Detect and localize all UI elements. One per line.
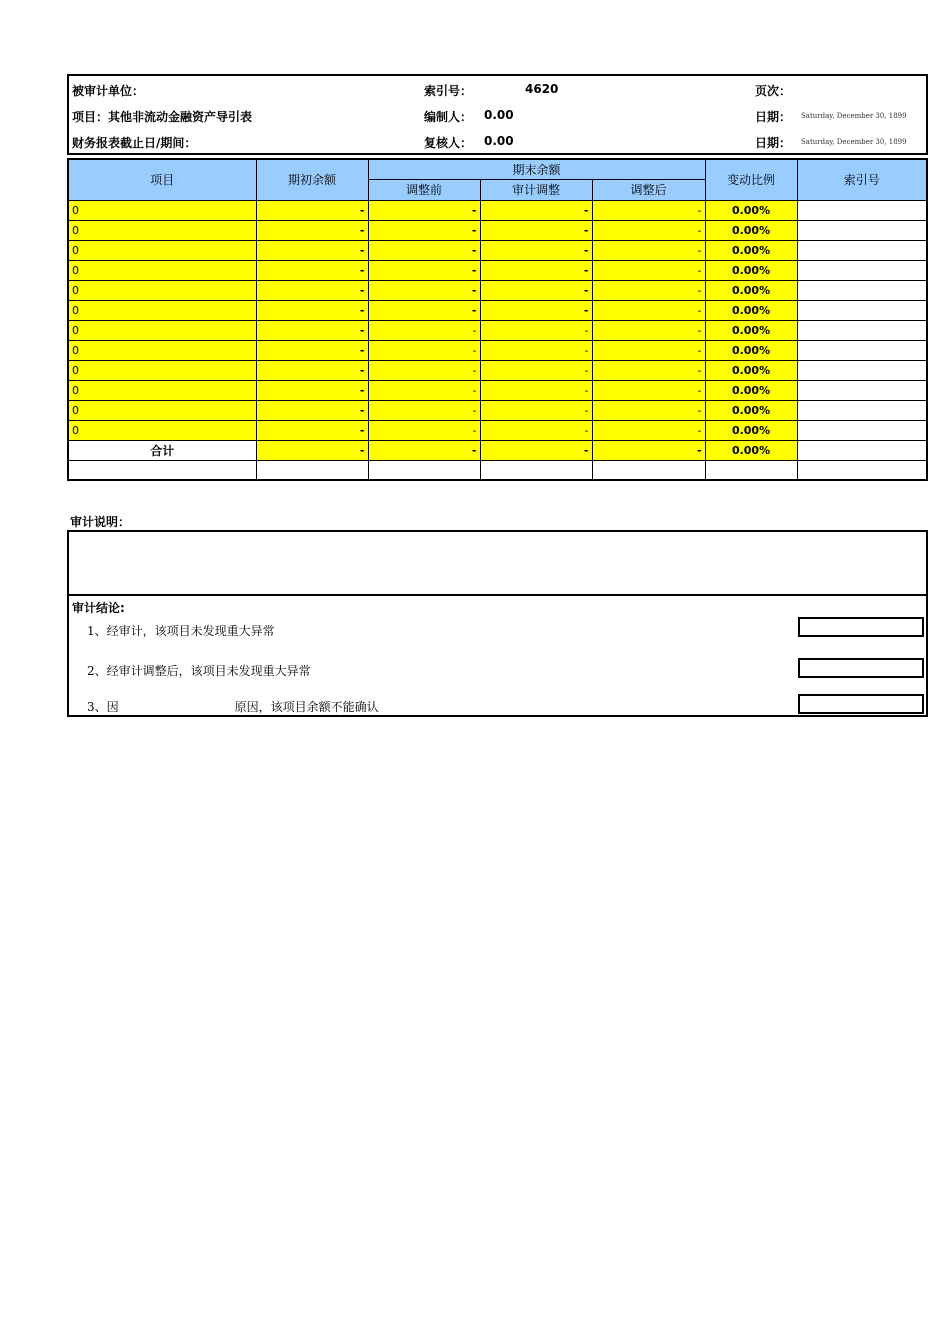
index-cell[interactable] <box>797 380 927 400</box>
date-value-1: Saturday, December 30, 1899 <box>801 112 907 120</box>
table-row <box>68 400 927 420</box>
index-cell[interactable] <box>797 200 927 220</box>
date-value-2: Saturday, December 30, 1899 <box>801 138 907 146</box>
notes-box[interactable] <box>67 530 928 596</box>
after-cell[interactable]: - <box>592 380 705 400</box>
blank-cell[interactable] <box>705 460 797 480</box>
total-index-cell[interactable] <box>797 440 927 460</box>
item-cell[interactable]: 0 <box>68 360 256 380</box>
index-cell[interactable] <box>797 240 927 260</box>
audit-adj-cell[interactable]: - <box>480 360 592 380</box>
audit-adj-cell[interactable]: - <box>480 320 592 340</box>
change-cell: 0.00% <box>705 320 797 340</box>
page-label: 页次： <box>755 84 792 98</box>
after-cell[interactable]: - <box>592 420 705 440</box>
index-cell[interactable] <box>797 280 927 300</box>
table-row <box>68 240 927 260</box>
before-cell[interactable]: - <box>368 240 480 260</box>
project-label: 项目：其他非流动金融资产导引表 <box>72 110 253 124</box>
total-label: 合计 <box>68 440 256 460</box>
opening-cell[interactable]: - <box>256 200 368 220</box>
opening-cell[interactable]: - <box>256 400 368 420</box>
before-cell[interactable]: - <box>368 420 480 440</box>
table-row <box>68 220 927 240</box>
before-cell[interactable]: - <box>368 280 480 300</box>
opening-cell[interactable]: - <box>256 340 368 360</box>
preparer-value: 0.00 <box>484 108 514 122</box>
date-label-2: 日期： <box>755 136 792 150</box>
col-item-header: 项目 <box>68 159 256 200</box>
after-cell[interactable]: - <box>592 320 705 340</box>
total-change-cell: 0.00% <box>705 440 797 460</box>
blank-row <box>68 460 927 480</box>
index-label: 索引号： <box>424 84 473 98</box>
preparer-label: 编制人： <box>424 110 473 124</box>
col-change-header: 变动比例 <box>705 159 797 200</box>
header-line-3 <box>69 128 926 154</box>
blank-cell[interactable] <box>797 460 927 480</box>
audit-adj-cell[interactable]: - <box>480 340 592 360</box>
blank-cell[interactable] <box>480 460 592 480</box>
table-row <box>68 420 927 440</box>
opening-cell[interactable]: - <box>256 260 368 280</box>
index-cell[interactable] <box>797 360 927 380</box>
change-cell: 0.00% <box>705 420 797 440</box>
item-cell[interactable]: 0 <box>68 320 256 340</box>
col-audit-adj-header: 审计调整 <box>480 179 592 200</box>
change-cell: 0.00% <box>705 200 797 220</box>
change-cell: 0.00% <box>705 400 797 420</box>
conclusion-checkbox-1[interactable] <box>798 617 924 637</box>
conclusion-checkbox-3[interactable] <box>798 694 924 714</box>
guide-table <box>67 158 928 481</box>
header-line-2 <box>69 102 926 128</box>
audit-adj-cell[interactable]: - <box>480 420 592 440</box>
index-cell[interactable] <box>797 220 927 240</box>
reviewer-label: 复核人： <box>424 136 473 150</box>
change-cell: 0.00% <box>705 220 797 240</box>
before-cell[interactable]: - <box>368 380 480 400</box>
change-cell: 0.00% <box>705 280 797 300</box>
header-line-1 <box>69 76 926 102</box>
before-cell[interactable]: - <box>368 400 480 420</box>
audit-adj-cell[interactable]: - <box>480 280 592 300</box>
change-cell: 0.00% <box>705 380 797 400</box>
table-header-row <box>68 159 927 179</box>
change-cell: 0.00% <box>705 240 797 260</box>
audit-adj-cell[interactable]: - <box>480 200 592 220</box>
entity-label: 被审计单位： <box>72 84 145 98</box>
index-cell[interactable] <box>797 420 927 440</box>
before-cell[interactable]: - <box>368 320 480 340</box>
audit-adj-cell[interactable]: - <box>480 300 592 320</box>
index-value: 4620 <box>525 82 559 96</box>
blank-cell[interactable] <box>68 460 256 480</box>
conclusion-checkbox-2[interactable] <box>798 658 924 678</box>
before-cell[interactable]: - <box>368 360 480 380</box>
change-cell: 0.00% <box>705 340 797 360</box>
date-label-1: 日期： <box>755 110 792 124</box>
table-row <box>68 340 927 360</box>
item-cell[interactable]: 0 <box>68 200 256 220</box>
item-cell[interactable]: 0 <box>68 420 256 440</box>
table-row <box>68 360 927 380</box>
blank-cell[interactable] <box>368 460 480 480</box>
conclusion-item-3-prefix: 3、因 <box>87 700 119 714</box>
audit-adj-cell[interactable]: - <box>480 260 592 280</box>
period-label: 财务报表截止日/期间： <box>72 136 197 150</box>
after-cell[interactable]: - <box>592 360 705 380</box>
table-row <box>68 320 927 340</box>
opening-cell[interactable]: - <box>256 300 368 320</box>
item-cell[interactable]: 0 <box>68 300 256 320</box>
change-cell: 0.00% <box>705 260 797 280</box>
opening-cell[interactable]: - <box>256 320 368 340</box>
index-cell[interactable] <box>797 340 927 360</box>
conclusion-label: 审计结论: <box>72 601 125 615</box>
audit-adj-cell[interactable]: - <box>480 400 592 420</box>
item-cell[interactable]: 0 <box>68 380 256 400</box>
table-row <box>68 200 927 220</box>
after-cell[interactable]: - <box>592 260 705 280</box>
notes-label: 审计说明： <box>70 515 131 529</box>
after-cell[interactable]: - <box>592 240 705 260</box>
conclusion-item-3 <box>87 698 379 715</box>
after-cell[interactable]: - <box>592 200 705 220</box>
after-cell[interactable]: - <box>592 340 705 360</box>
item-cell[interactable]: 0 <box>68 400 256 420</box>
before-cell[interactable]: - <box>368 340 480 360</box>
after-cell[interactable]: - <box>592 220 705 240</box>
index-cell[interactable] <box>797 400 927 420</box>
opening-cell[interactable]: - <box>256 220 368 240</box>
table-row <box>68 280 927 300</box>
reviewer-value: 0.00 <box>484 134 514 148</box>
change-cell: 0.00% <box>705 360 797 380</box>
conclusion-block <box>67 594 928 717</box>
table-row <box>68 380 927 400</box>
blank-cell[interactable] <box>256 460 368 480</box>
audit-adj-cell[interactable]: - <box>480 240 592 260</box>
index-cell[interactable] <box>797 260 927 280</box>
opening-cell[interactable]: - <box>256 280 368 300</box>
col-opening-header: 期初余额 <box>256 159 368 200</box>
conclusion-item-3-suffix: 原因，该项目余额不能确认 <box>234 700 379 714</box>
conclusion-item-1: 1、经审计，该项目未发现重大异常 <box>87 624 275 638</box>
total-opening-cell: - <box>256 440 368 460</box>
before-cell[interactable]: - <box>368 260 480 280</box>
header-block <box>67 74 928 155</box>
item-cell[interactable]: 0 <box>68 220 256 240</box>
conclusion-item-2: 2、经审计调整后，该项目未发现重大异常 <box>87 664 311 678</box>
index-cell[interactable] <box>797 320 927 340</box>
before-cell[interactable]: - <box>368 220 480 240</box>
item-cell[interactable]: 0 <box>68 260 256 280</box>
table-row <box>68 300 927 320</box>
audit-adj-cell[interactable]: - <box>480 220 592 240</box>
after-cell[interactable]: - <box>592 280 705 300</box>
after-cell[interactable]: - <box>592 400 705 420</box>
item-cell[interactable]: 0 <box>68 280 256 300</box>
opening-cell[interactable]: - <box>256 420 368 440</box>
col-closing-group-header: 期末余额 <box>368 159 705 179</box>
opening-cell[interactable]: - <box>256 240 368 260</box>
item-cell[interactable]: 0 <box>68 240 256 260</box>
total-after-cell: - <box>592 440 705 460</box>
blank-cell[interactable] <box>592 460 705 480</box>
col-after-header: 调整后 <box>592 179 705 200</box>
col-index-header: 索引号 <box>797 159 927 200</box>
total-row <box>68 440 927 460</box>
opening-cell[interactable]: - <box>256 380 368 400</box>
before-cell[interactable]: - <box>368 300 480 320</box>
table-row <box>68 260 927 280</box>
change-cell: 0.00% <box>705 300 797 320</box>
before-cell[interactable]: - <box>368 200 480 220</box>
index-cell[interactable] <box>797 300 927 320</box>
audit-adj-cell[interactable]: - <box>480 380 592 400</box>
total-before-cell: - <box>368 440 480 460</box>
total-audit-adj-cell: - <box>480 440 592 460</box>
table-body <box>68 200 927 480</box>
item-cell[interactable]: 0 <box>68 340 256 360</box>
col-before-header: 调整前 <box>368 179 480 200</box>
after-cell[interactable]: - <box>592 300 705 320</box>
opening-cell[interactable]: - <box>256 360 368 380</box>
